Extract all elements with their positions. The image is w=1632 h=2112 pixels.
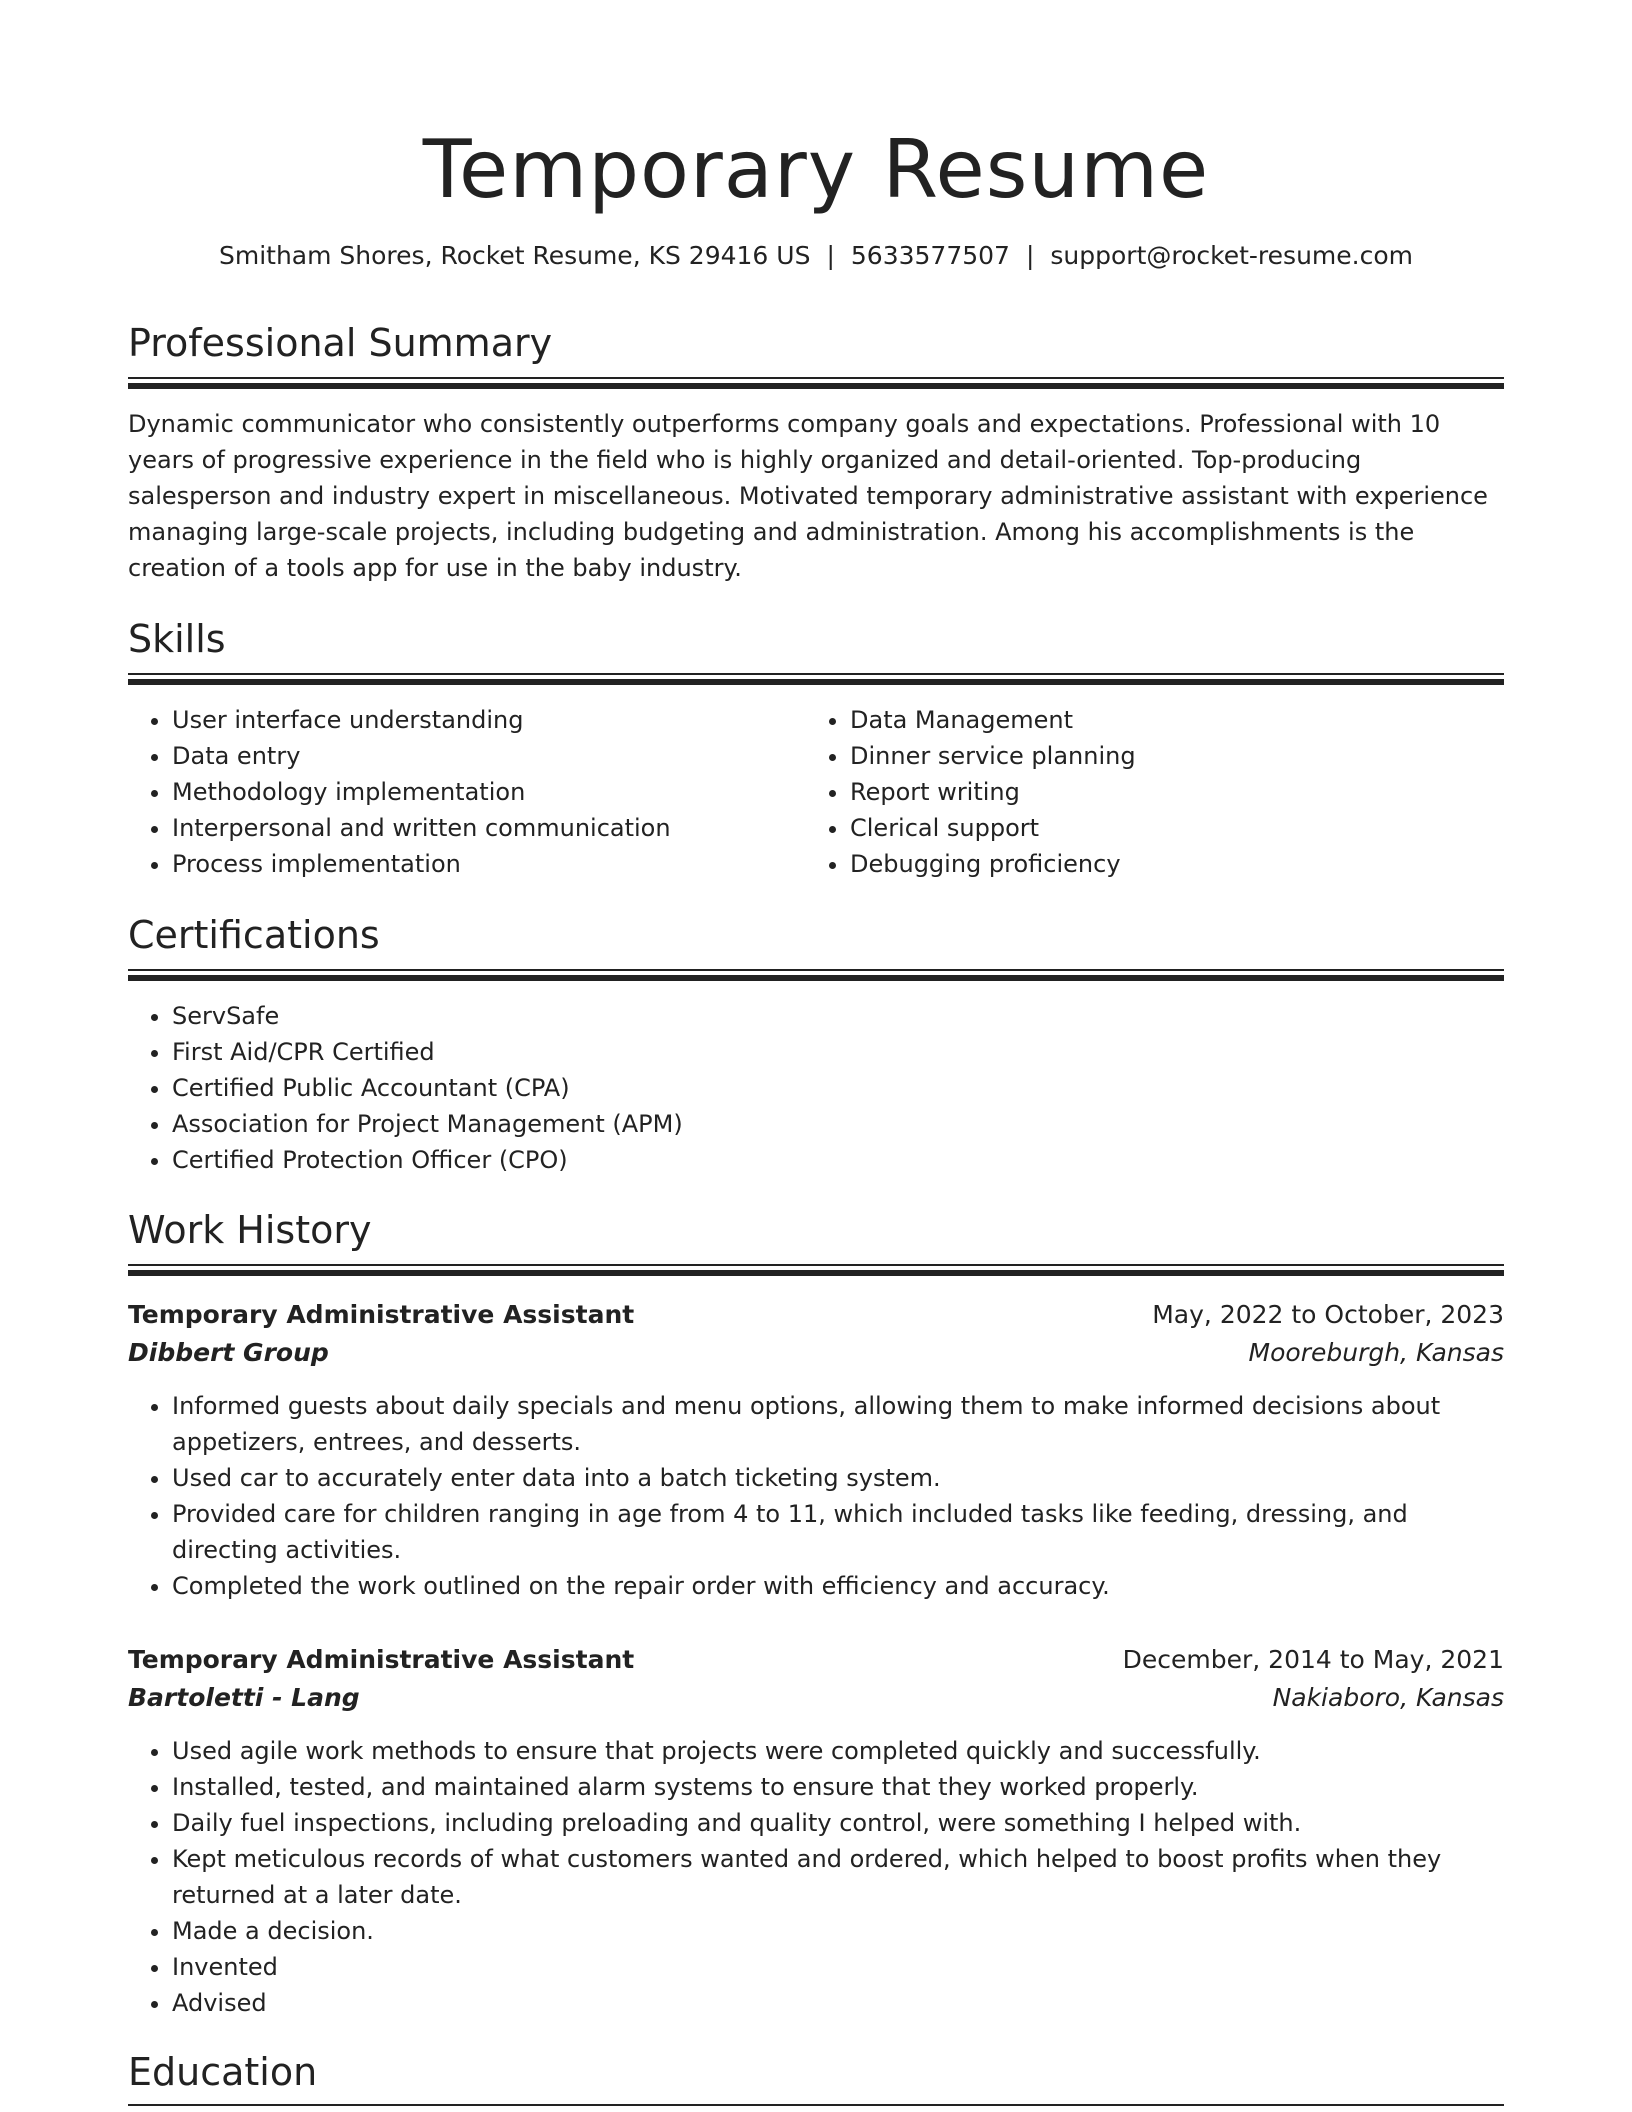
certification-item: • First Aid/CPR Certified <box>172 1034 1472 1070</box>
education-heading: Education <box>128 2050 318 2094</box>
job-header <box>128 1641 1504 1679</box>
resume-name: Temporary Resume <box>422 123 1210 216</box>
certifications-list <box>128 998 1472 1178</box>
job-bullet: • Daily fuel inspections, including preloading and quality control, were something I helped with. <box>172 1805 1504 1841</box>
contact-email[interactable]: support@rocket-resume.com <box>1050 241 1413 270</box>
job-bullets <box>128 1388 1504 1604</box>
job-bullet: • Used agile work methods to ensure that projects were completed quickly and successfully. <box>172 1733 1504 1769</box>
job-location: Mooreburgh, Kansas <box>1248 1338 1504 1367</box>
certification-item: • Certified Public Accountant (CPA) <box>172 1070 1472 1106</box>
contact-phone: 5633577507 <box>850 241 1010 270</box>
job-bullet: • Made a decision. <box>172 1913 1504 1949</box>
job-title: Temporary Administrative Assistant <box>128 1645 635 1674</box>
job-bullet: • Provided care for children ranging in age from 4 to 11, which included tasks like feeding, dressing, and directing activities. <box>172 1496 1504 1568</box>
summary-heading: Professional Summary <box>128 321 553 365</box>
certifications-divider <box>128 969 1504 981</box>
job-dates: December, 2014 to May, 2021 <box>1122 1645 1504 1674</box>
skill-item: • User interface understanding <box>172 702 802 738</box>
skill-item: • Dinner service planning <box>850 738 1500 774</box>
job-bullet: • Installed, tested, and maintained alarm systems to ensure that they worked properly. <box>172 1769 1504 1805</box>
job-bullet: • Informed guests about daily specials and menu options, allowing them to make informed decisions about appetizers, entrees, and desserts. <box>172 1388 1504 1460</box>
summary-divider <box>128 377 1504 389</box>
skill-item: • Debugging proficiency <box>850 846 1500 882</box>
resume-page <box>128 0 1504 2112</box>
job-bullets <box>128 1733 1504 2021</box>
work-history-divider <box>128 1264 1504 1276</box>
work-history-heading: Work History <box>128 1208 372 1252</box>
skill-item: • Data entry <box>172 738 802 774</box>
skill-item: • Process implementation <box>172 846 802 882</box>
job-bullet: • Invented <box>172 1949 1504 1985</box>
job-company: Dibbert Group <box>128 1338 329 1367</box>
skill-item: • Report writing <box>850 774 1500 810</box>
skill-item: • Interpersonal and written communication <box>172 810 802 846</box>
job-title: Temporary Administrative Assistant <box>128 1300 635 1329</box>
contact-separator: | <box>1025 241 1035 270</box>
job-location: Nakiaboro, Kansas <box>1272 1683 1504 1712</box>
contact-separator: | <box>826 241 835 270</box>
skills-list-left <box>128 702 802 882</box>
skills-divider <box>128 673 1504 685</box>
education-divider <box>128 2104 1504 2106</box>
skill-item: • Methodology implementation <box>172 774 802 810</box>
certification-item: • Certified Protection Officer (CPO) <box>172 1142 1472 1178</box>
job-subheader <box>128 1334 1504 1372</box>
certification-item: • ServSafe <box>172 998 1472 1034</box>
job-bullet: • Kept meticulous records of what customers wanted and ordered, which helped to boost profits when they returned at a later date. <box>172 1841 1504 1913</box>
job-dates: May, 2022 to October, 2023 <box>1152 1300 1504 1329</box>
skill-item: • Data Management <box>850 702 1500 738</box>
skills-list-right <box>806 702 1500 882</box>
summary-text: Dynamic communicator who consistently outperforms company goals and expectations. Professional with 10 years of progressive experience in the field who is highly organized and detail-oriented. Top-producing salesperson and industry expert in miscellaneous. Motivated temporary administrative assistant with experience managing large-scale projects, including budgeting and administration. Among his accomplishments is the creation of a tools app for use in the baby industry. <box>128 410 1488 582</box>
contact-line <box>128 238 1504 274</box>
job-subheader <box>128 1679 1504 1717</box>
job-bullet: • Used car to accurately enter data into a batch ticketing system. <box>172 1460 1504 1496</box>
skill-item: • Clerical support <box>850 810 1500 846</box>
skills-heading: Skills <box>128 617 226 661</box>
contact-address: Smitham Shores, Rocket Resume, KS 29416 US <box>218 241 811 270</box>
job-bullet: • Completed the work outlined on the repair order with efficiency and accuracy. <box>172 1568 1504 1604</box>
certification-item: • Association for Project Management (APM) <box>172 1106 1472 1142</box>
job-bullet: • Advised <box>172 1985 1504 2021</box>
certifications-heading: Certifications <box>128 913 380 957</box>
job-header <box>128 1296 1504 1334</box>
job-company: Bartoletti - Lang <box>128 1683 360 1712</box>
